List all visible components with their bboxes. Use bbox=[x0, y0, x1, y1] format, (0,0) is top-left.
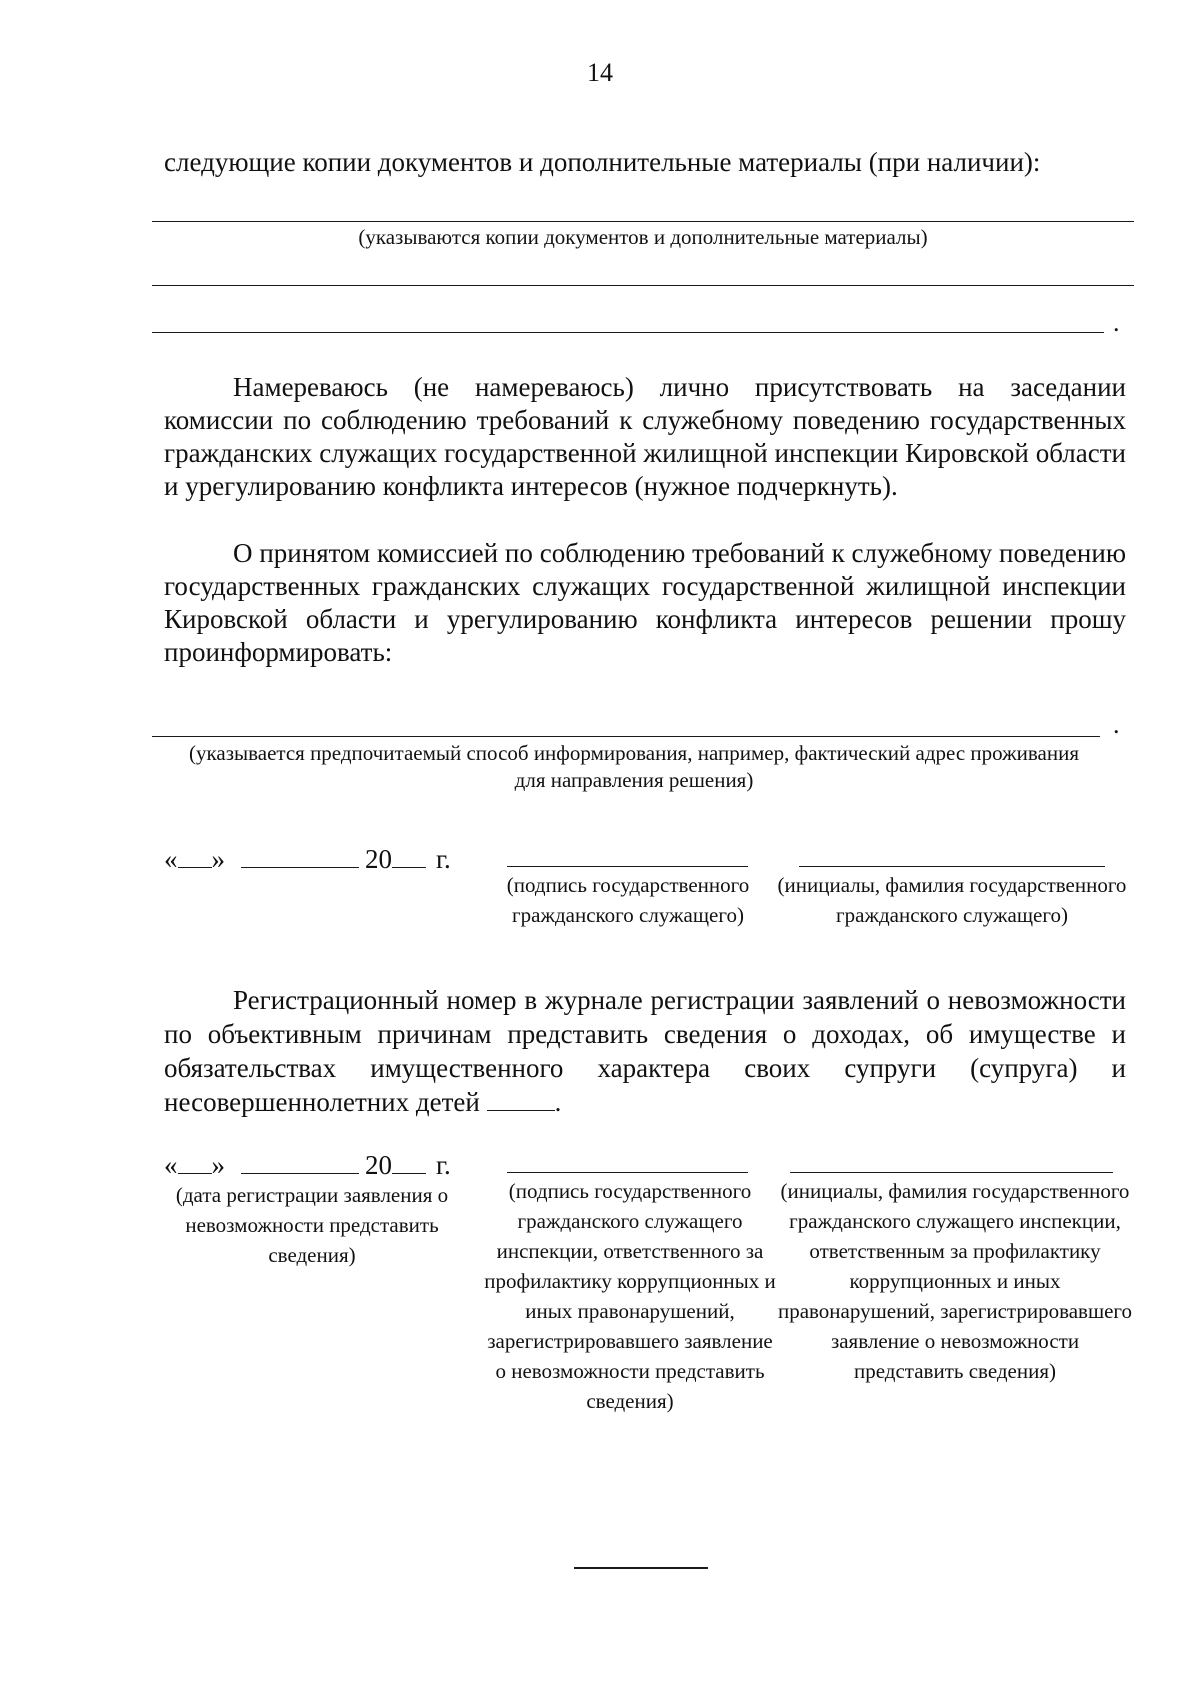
year-prefix: 20 bbox=[365, 844, 392, 874]
registration-period: . bbox=[554, 1087, 562, 1117]
year-suffix: г. bbox=[436, 1150, 451, 1180]
sig2-date-caption: (дата регистрации заявления о невозможности представить сведения) bbox=[175, 1183, 449, 1267]
sig1-right-caption: (инициалы, фамилия государственного гражданского служащего) bbox=[777, 873, 1127, 927]
page-number: 14 bbox=[587, 58, 613, 87]
date-line-2 bbox=[164, 1150, 451, 1181]
closing-rule bbox=[574, 1567, 708, 1569]
date-close-quote: » bbox=[211, 1150, 225, 1180]
date-close-quote: » bbox=[211, 844, 225, 874]
docs-period: . bbox=[1113, 308, 1120, 337]
month-blank bbox=[241, 845, 359, 868]
inform-caption: (указывается предпочитаемый способ информирования, например, фактический адрес проживания для направления решения) bbox=[189, 741, 1079, 792]
date-open-quote: « bbox=[164, 1150, 178, 1180]
intro-line: следующие копии документов и дополнительные материалы (при наличии): bbox=[164, 147, 1041, 177]
year-prefix: 20 bbox=[365, 1150, 392, 1180]
day-blank bbox=[178, 845, 212, 868]
date-open-quote: « bbox=[164, 844, 178, 874]
sig1-signature-line bbox=[507, 866, 748, 867]
sig2-right-caption: (инициалы, фамилия государственного гражданского служащего инспекции, ответственным за профилактику коррупционных и иных правонарушений, зарегистрировавшего заявление о невозможности представить сведения) bbox=[777, 1179, 1133, 1383]
docs-fill-line-3 bbox=[152, 332, 1104, 333]
sig2-signature-line bbox=[507, 1172, 748, 1173]
registration-number-blank bbox=[487, 1092, 555, 1111]
registration-text: Регистрационный номер в журнале регистрации заявлений о невозможности по объективным причинам представить сведения о доходах, об имуществе и обязательствах имущественного характера своих супруги (супруга) и несовершеннолетних детей bbox=[164, 985, 1126, 1117]
day-blank bbox=[178, 1151, 212, 1174]
attend-paragraph: Намереваюсь (не намереваюсь) лично присутствовать на заседании комиссии по соблюдению требований к служебному поведению государственных гражданских служащих государственной жилищной инспекции Кировской области и урегулированию конфликта интересов (нужное подчеркнуть). bbox=[164, 372, 1126, 501]
docs-fill-line-2 bbox=[152, 285, 1134, 286]
sig2-middle-caption: (подпись государственного гражданского служащего инспекции, ответственного за профилактику коррупционных и иных правонарушений, зарегистрировавшего заявление о невозможности представить сведения) bbox=[484, 1179, 776, 1413]
month-blank bbox=[241, 1151, 359, 1174]
registration-paragraph bbox=[164, 983, 1126, 1119]
sig1-left-caption: (подпись государственного гражданского служащего) bbox=[506, 873, 750, 927]
date-line-1 bbox=[164, 844, 451, 875]
inform-fill-line bbox=[152, 736, 1100, 737]
docs-caption: (указываются копии документов и дополнительные материалы) bbox=[358, 225, 928, 249]
year-blank bbox=[392, 845, 426, 868]
year-suffix: г. bbox=[436, 844, 451, 874]
sig2-name-line bbox=[790, 1172, 1113, 1173]
year-blank bbox=[392, 1151, 426, 1174]
inform-period: . bbox=[1113, 710, 1120, 739]
sig1-name-line bbox=[799, 866, 1105, 867]
docs-fill-line-1 bbox=[152, 221, 1134, 222]
inform-paragraph: О принятом комиссией по соблюдению требований к служебному поведению государственных гражданских служащих государственной жилищной инспекции Кировской области и урегулированию конфликта интересов решении прошу проинформировать: bbox=[164, 538, 1126, 667]
